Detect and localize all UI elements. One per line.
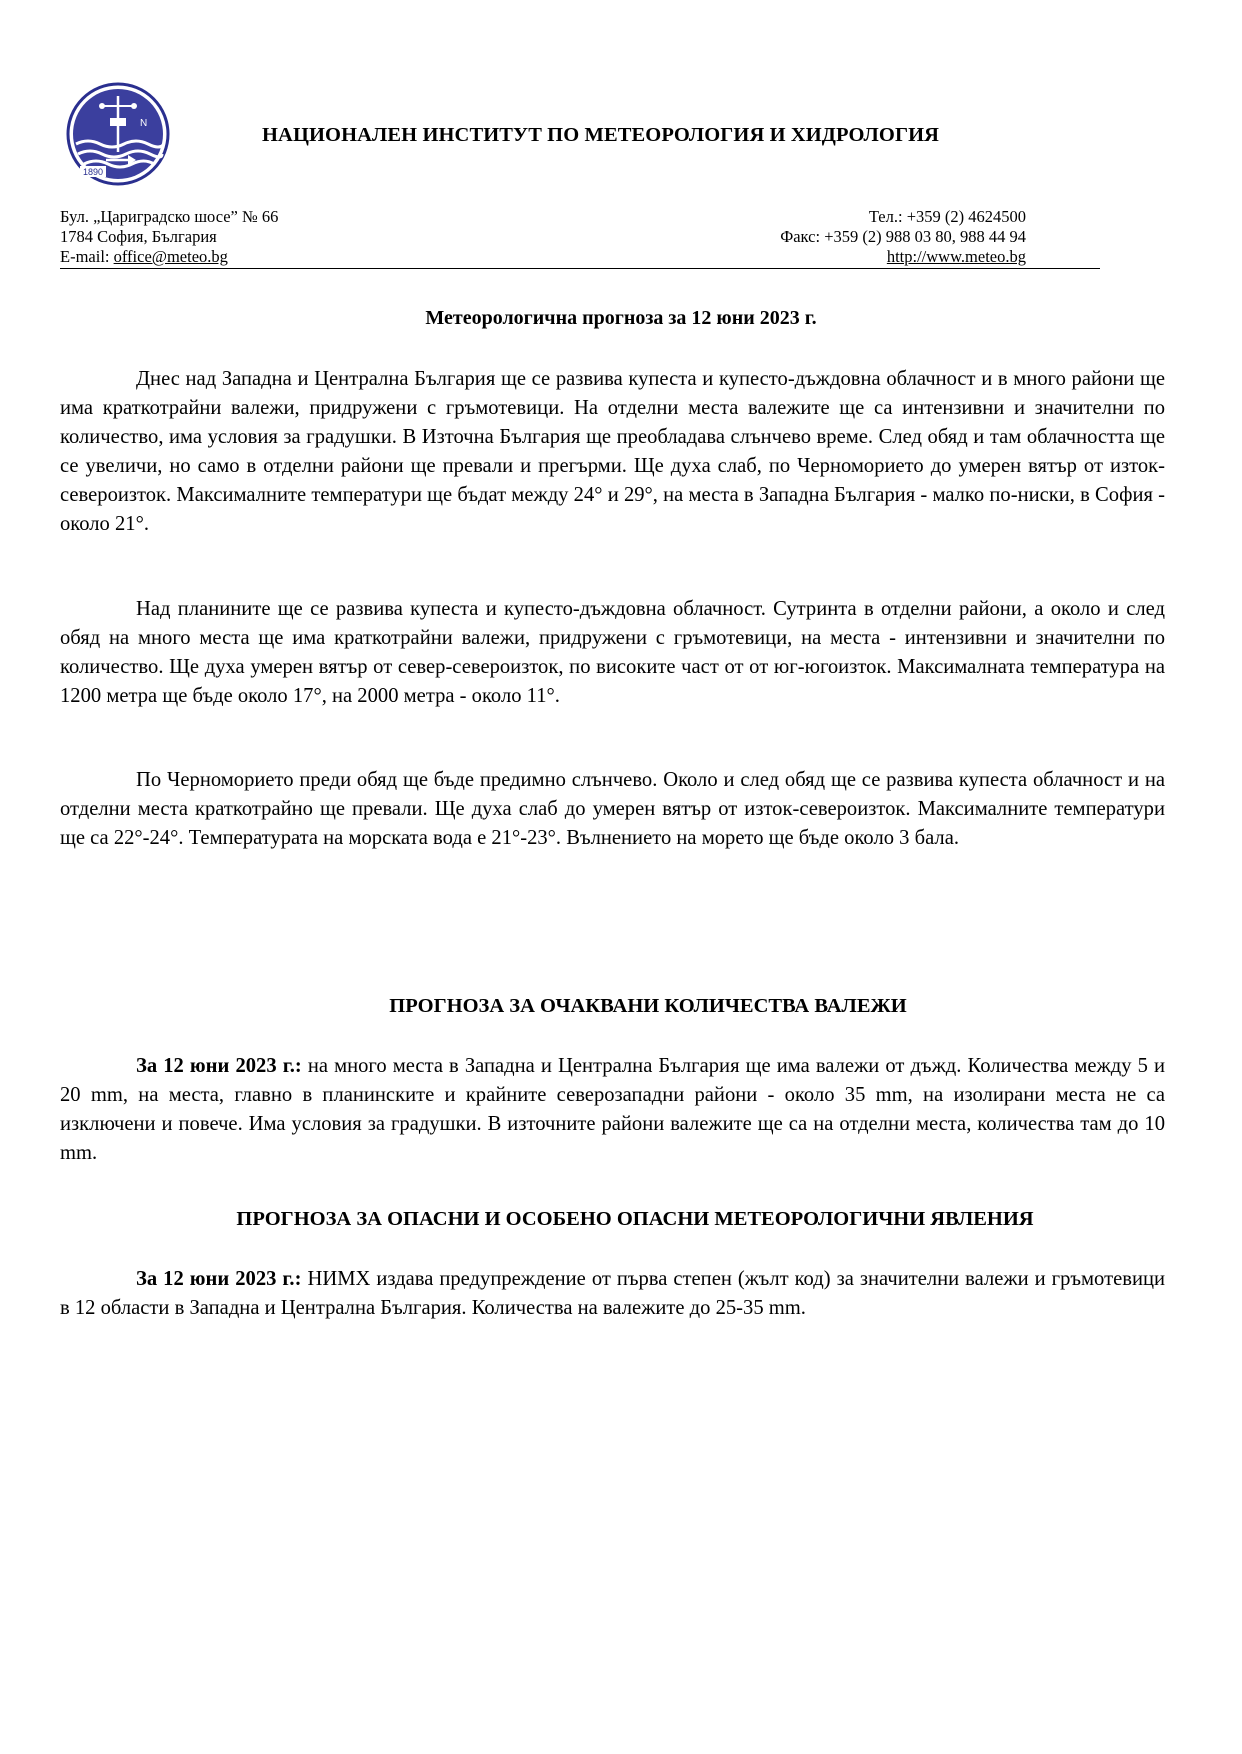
forecast-paragraph: По Черноморието преди обяд ще бъде предимно слънчево. Около и след обяд ще се развива купеста облачност и на отделни места краткотрайно ще превали. Ще духа слаб до умерен вятър от изток-североизток. Максималните температури ще са 22°-24°. Температурата на морската вода е 21°-23°. Вълнението на морето ще бъде около 3 бала. [60,769,1165,849]
hazards-text: НИМХ издава предупреждение от първа степен (жълт код) за значителни валежи и гръмотевици в 12 области в Западна и Централна България. Количества на валежите до 25-35 mm. [60,1268,1166,1319]
address-block [60,207,278,267]
precipitation-paragraph [60,1052,1165,1168]
precipitation-heading: ПРОГНОЗА ЗА ОЧАКВАНИ КОЛИЧЕСТВА ВАЛЕЖИ [389,995,907,1017]
nimh-logo-icon [66,82,170,186]
logo-letter: N [140,118,148,129]
contact-block [780,207,1026,267]
address-line-1: Бул. „Цариградско шосе” № 66 [60,207,279,226]
fax: Факс: +359 (2) 988 03 80, 988 44 94 [780,227,1026,246]
precipitation-lead: За 12 юни 2023 г.: [136,1055,302,1077]
organization-name: НАЦИОНАЛЕН ИНСТИТУТ ПО МЕТЕОРОЛОГИЯ И ХИДРОЛОГИЯ [262,124,940,146]
hazards-lead: За 12 юни 2023 г.: [136,1268,302,1290]
precipitation-text: на много места в Западна и Централна България ще има валежи от дъжд. Количества между 5 и 20 mm, на места, главно в планинските и крайните северозападни райони - около 35 mm, на изолирани места не са изключени и повече. Има условия за градушки. В източните райони валежите ще са на отделни места, количества там до 10 mm. [60,1055,1166,1164]
address-line-2: 1784 София, България [60,227,217,246]
phone: Тел.: +359 (2) 4624500 [868,207,1026,226]
email-link[interactable]: office@meteo.bg [113,247,228,266]
hazards-paragraph [60,1265,1165,1323]
website-link[interactable]: http://www.meteo.bg [886,247,1026,266]
forecast-paragraph: Днес над Западна и Централна България ще се развива купеста и купесто-дъждовна облачност и в много райони ще има краткотрайни валежи, придружени с гръмотевици. На отделни места валежите ще са интензивни и значителни по количество, има условия за градушки. В Източна България ще преобладава слънчево време. След обяд и там облачността ще се увеличи, но само в отделни райони ще превали и прегърми. Ще духа слаб, по Черноморието до умерен вятър от изток-североизток. Максималните температури ще бъдат между 24° и 29°, на места в Западна България - малко по-ниски, в София - около 21°. [60,368,1165,535]
hazards-heading: ПРОГНОЗА ЗА ОПАСНИ И ОСОБЕНО ОПАСНИ МЕТЕОРОЛОГИЧНИ ЯВЛЕНИЯ [236,1208,1034,1230]
forecast-title: Метеорологична прогноза за 12 юни 2023 г. [425,307,817,329]
email-label: E-mail: [60,247,114,266]
email-line [60,247,278,267]
header-divider [60,268,1100,269]
logo-year: 1890 [82,167,104,177]
forecast-paragraph: Над планините ще се развива купеста и купесто-дъждовна облачност. Сутринта в отделни райони, а около и след обяд на много места ще има краткотрайни валежи, придружени с гръмотевици, на места - интензивни и значителни по количество. Ще духа умерен вятър от север-североизток, по високите част от от юг-югоизток. Максималната температура на 1200 метра ще бъде около 17°, на 2000 метра - около 11°. [60,598,1165,707]
